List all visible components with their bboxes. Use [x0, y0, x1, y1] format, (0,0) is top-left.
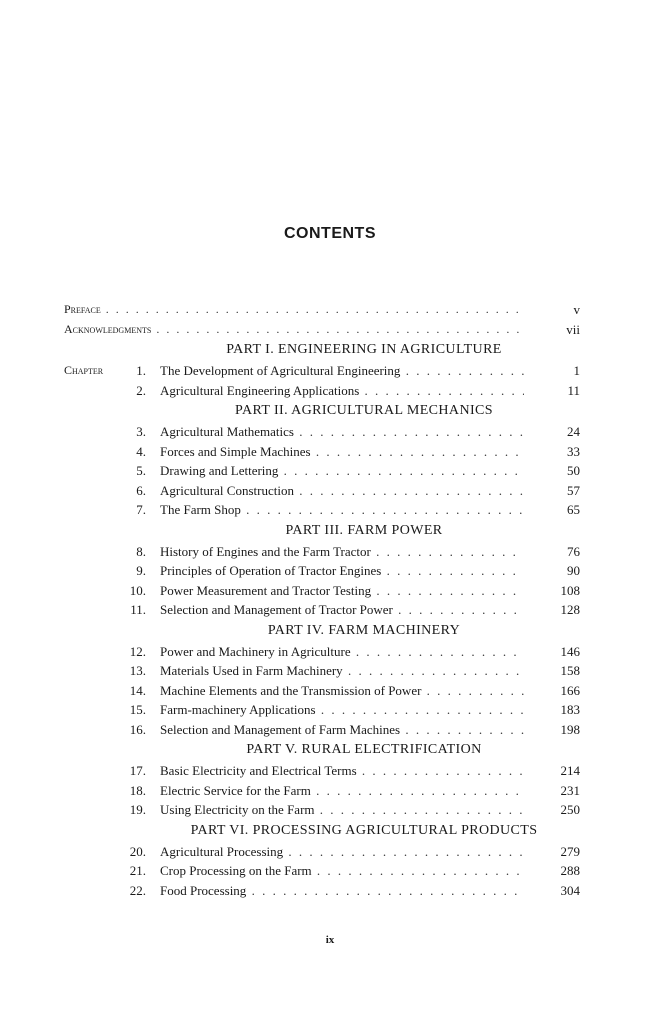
toc-chapter-row — [64, 581, 584, 601]
page-title: CONTENTS — [284, 225, 376, 242]
part-heading: PART III. FARM POWER — [285, 522, 443, 538]
toc-chapter-row — [64, 761, 584, 781]
chapter-title: Selection and Management of Tractor Power . . . — [160, 600, 524, 620]
toc-chapter-row — [64, 642, 584, 662]
chapter-number: 7. — [136, 502, 146, 517]
chapter-page: 11 — [530, 381, 580, 401]
chapter-title: Agricultural Processing . . . — [160, 842, 524, 862]
chapter-number: 8. — [136, 543, 146, 559]
chapter-page: 198 — [530, 720, 580, 740]
chapter-title: The Farm Shop . . . — [160, 500, 524, 520]
chapter-title: Food Processing . . . — [160, 881, 524, 901]
chapter-page: 288 — [530, 861, 580, 881]
chapter-page: 90 — [530, 561, 580, 581]
chapter-number: 22. — [129, 882, 146, 898]
chapter-number: 6. — [136, 482, 146, 498]
chapter-title: Using Electricity on the Farm . . . — [160, 800, 524, 820]
chapter-number: 10. — [129, 582, 146, 598]
chapter-prefix-label: Chapter — [64, 363, 104, 377]
table-of-contents — [64, 300, 584, 900]
chapter-title: Materials Used in Farm Machinery . . . — [160, 661, 524, 681]
chapter-number: 12. — [129, 643, 146, 659]
chapter-number: 14. — [129, 682, 146, 698]
toc-chapter-row — [64, 681, 584, 701]
front-matter-page: v — [530, 300, 580, 320]
toc-chapter-row — [64, 720, 584, 740]
chapter-page: 65 — [530, 500, 580, 520]
chapter-number: 13. — [129, 663, 146, 678]
chapter-page: 50 — [530, 461, 580, 481]
chapter-number: 11. — [130, 602, 146, 617]
chapter-page: 76 — [530, 542, 580, 562]
chapter-title: Crop Processing on the Farm . . . — [160, 861, 524, 881]
toc-chapter-row — [64, 661, 584, 681]
chapter-title: Farm-machinery Applications . . . — [160, 700, 524, 720]
chapter-page: 166 — [530, 681, 580, 701]
toc-chapter-row — [64, 461, 584, 481]
toc-chapter-row — [64, 442, 584, 462]
chapter-title: Power Measurement and Tractor Testing . . . — [160, 581, 524, 601]
toc-chapter-row — [64, 561, 584, 581]
chapter-number: 20. — [129, 843, 146, 859]
chapter-title: Agricultural Engineering Applications . . . — [160, 381, 524, 401]
page-number-footer: ix — [325, 934, 335, 946]
toc-chapter-row — [64, 861, 584, 881]
chapter-title: Agricultural Mathematics . . . — [160, 422, 524, 442]
chapter-number: 2. — [136, 382, 146, 398]
chapter-page: 24 — [530, 422, 580, 442]
part-heading: PART II. AGRICULTURAL MECHANICS — [235, 403, 493, 418]
chapter-number: 21. — [129, 863, 146, 878]
chapter-page: 57 — [530, 481, 580, 501]
toc-chapter-row — [64, 542, 584, 562]
toc-chapter-row — [64, 600, 584, 620]
chapter-title: Machine Elements and the Transmission of Power . . . — [160, 681, 524, 701]
chapter-number: 9. — [136, 563, 146, 578]
front-matter-label: Preface . . . — [64, 300, 524, 320]
front-matter-label: Acknowledgments . . . — [64, 320, 524, 340]
toc-chapter-row — [64, 700, 584, 720]
chapter-page: 158 — [530, 661, 580, 681]
chapter-title: Drawing and Lettering . . . — [160, 461, 524, 481]
toc-chapter-row — [64, 381, 584, 401]
toc-chapter-row — [64, 881, 584, 901]
chapter-page: 231 — [530, 781, 580, 801]
chapter-number: 5. — [136, 463, 146, 478]
part-heading: PART V. RURAL ELECTRIFICATION — [246, 742, 482, 757]
chapter-title: History of Engines and the Farm Tractor . . . — [160, 542, 524, 562]
toc-chapter-row — [64, 422, 584, 442]
chapter-title: Electric Service for the Farm . . . — [160, 781, 524, 801]
chapter-number: 15. — [129, 702, 146, 717]
chapter-number: 19. — [129, 802, 146, 817]
chapter-title: Basic Electricity and Electrical Terms . . . — [160, 761, 524, 781]
chapter-page: 279 — [530, 842, 580, 862]
front-matter-page: vii — [530, 320, 580, 340]
chapter-page: 108 — [530, 581, 580, 601]
chapter-page: 128 — [530, 600, 580, 620]
chapter-number: 16. — [129, 721, 146, 737]
toc-front-matter-row — [64, 320, 584, 340]
chapter-number: 3. — [136, 424, 146, 439]
toc-chapter-row — [64, 500, 584, 520]
chapter-page: 183 — [530, 700, 580, 720]
chapter-number: 17. — [129, 763, 146, 778]
chapter-page: 250 — [530, 800, 580, 820]
chapter-number: 1. — [136, 363, 146, 378]
chapter-title: Principles of Operation of Tractor Engines . . . — [160, 561, 524, 581]
part-heading: PART I. ENGINEERING IN AGRICULTURE — [226, 342, 502, 357]
toc-front-matter-row — [64, 300, 584, 320]
part-heading: PART IV. FARM MACHINERY — [267, 622, 461, 638]
chapter-title: Forces and Simple Machines . . . — [160, 442, 524, 462]
chapter-title: Selection and Management of Farm Machines . . . — [160, 720, 524, 740]
chapter-number: 4. — [136, 443, 146, 459]
part-heading: PART VI. PROCESSING AGRICULTURAL PRODUCTS — [190, 822, 538, 838]
toc-chapter-row — [64, 842, 584, 862]
chapter-page: 33 — [530, 442, 580, 462]
chapter-page: 304 — [530, 881, 580, 901]
toc-chapter-row — [64, 781, 584, 801]
chapter-number: 18. — [129, 782, 146, 798]
chapter-title: Power and Machinery in Agriculture . . . — [160, 642, 524, 662]
chapter-page: 214 — [530, 761, 580, 781]
chapter-page: 146 — [530, 642, 580, 662]
chapter-page: 1 — [530, 361, 580, 381]
toc-chapter-row — [64, 481, 584, 501]
toc-chapter-row — [64, 361, 584, 381]
toc-chapter-row — [64, 800, 584, 820]
chapter-title: Agricultural Construction . . . — [160, 481, 524, 501]
chapter-title: The Development of Agricultural Engineering . . . — [160, 361, 524, 381]
